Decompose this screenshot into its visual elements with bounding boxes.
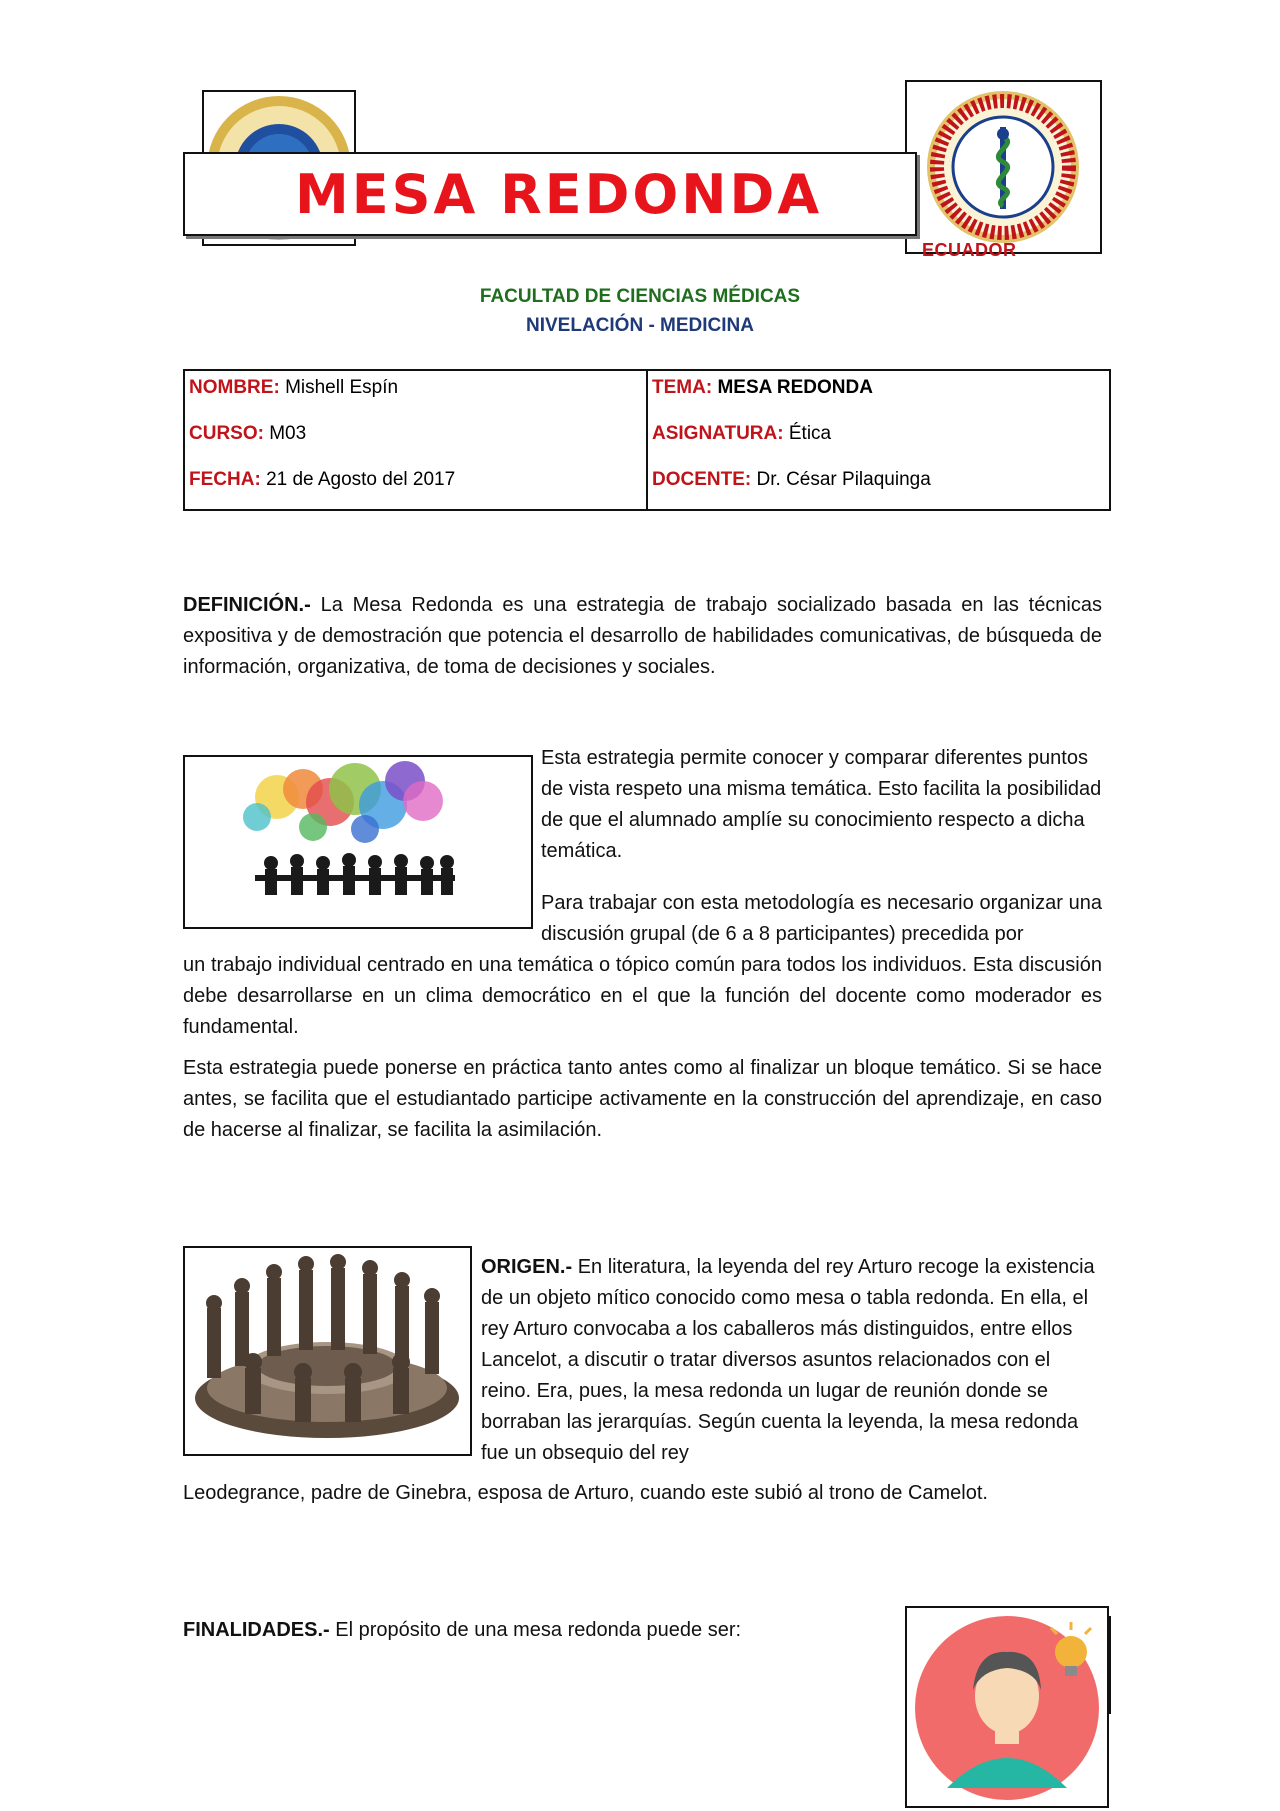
level-name: NIVELACIÓN - MEDICINA	[526, 315, 754, 336]
finalidades-text: El propósito de una mesa redonda puede ser:	[335, 1619, 742, 1641]
round-table-statue-icon	[185, 1248, 470, 1454]
nombre-row	[189, 371, 642, 417]
info-left-column	[184, 370, 647, 510]
fecha-label: FECHA:	[189, 469, 261, 490]
speech-bubbles-icon	[185, 757, 531, 927]
asignatura-row	[652, 417, 1105, 463]
document-title: MESA REDONDA	[295, 162, 823, 226]
tema-row	[652, 371, 1105, 417]
title-box	[183, 152, 917, 236]
docente-label: DOCENTE:	[652, 469, 752, 490]
fecha-row	[189, 463, 642, 509]
fecha-value: 21 de Agosto del 2017	[266, 469, 456, 490]
round-table-image	[183, 1246, 472, 1456]
caduceus-seal-icon	[907, 82, 1100, 252]
asignatura-label: ASIGNATURA:	[652, 423, 784, 444]
info-table	[183, 369, 1111, 511]
curso-value: M03	[269, 423, 307, 444]
docente-value: Dr. César Pilaquinga	[756, 469, 931, 490]
avatar-image	[905, 1606, 1109, 1808]
docente-row	[652, 463, 1105, 509]
faculty-name: FACULTAD DE CIENCIAS MÉDICAS	[479, 286, 801, 307]
faculty-seal-right	[905, 80, 1102, 254]
origen-text: En literatura, la leyenda del rey Arturo recoge la existencia de un objeto mítico conocido como mesa o tabla redonda. En ella, el rey Arturo convocaba a los caballeros más distinguidos, entre ellos Lancelot, a discutir o tratar diversos asuntos relacionados con el reino. Era, pues, la mesa redonda un lugar de reunión donde se borraban las jerarquías. Según cuenta la leyenda, la mesa redonda fue un obsequio del rey	[481, 1256, 1095, 1464]
definicion-text: La Mesa Redonda es una estrategia de trabajo socializado basada en las técnicas expositiva y de demostración que potencia el desarrollo de habilidades comunicativas, de búsqueda de información, organizativa, de toma de decisiones y sociales.	[183, 594, 1103, 678]
finalidades-paragraph	[183, 1615, 883, 1646]
definicion-label: DEFINICIÓN.-	[183, 594, 311, 616]
discussion-image	[183, 755, 533, 929]
definicion-paragraph	[183, 590, 1102, 683]
curso-label: CURSO:	[189, 423, 264, 444]
seal-label: ECUADOR	[922, 240, 1017, 260]
nombre-value: Mishell Espín	[285, 377, 399, 398]
curso-row	[189, 417, 642, 463]
origen-paragraph-cont: Leodegrance, padre de Ginebra, esposa de Arturo, cuando este subió al trono de Camelot.	[183, 1482, 988, 1504]
asignatura-value: Ética	[788, 423, 832, 444]
info-right-column	[647, 370, 1110, 510]
tema-value: MESA REDONDA	[717, 377, 873, 398]
body-paragraph-2-cont: un trabajo individual centrado en una temática o tópico común para todos los individuos. Esta discusión debe desarrollarse en un clima democrático en el que la función del docente como moderador es fundamental.	[183, 954, 1102, 1038]
thinking-person-icon	[907, 1608, 1107, 1806]
body-paragraph-1: Esta estrategia permite conocer y comparar diferentes puntos de vista respeto una misma temática. Esto facilita la posibilidad de que el alumnado amplíe su conocimiento respecto a dicha temática.	[541, 747, 1102, 862]
tema-label: TEMA:	[652, 377, 713, 398]
body-paragraph-3: Esta estrategia puede ponerse en práctica tanto antes como al finalizar un bloque temático. Si se hace antes, se facilita que el estudiantado participe activamente en la construcción del aprendizaje, en caso de hacerse al finalizar, se facilita la asimilación.	[183, 1057, 1102, 1141]
body-paragraph-2-start: Para trabajar con esta metodología es necesario organizar una discusión grupal (de 6 a 8 participantes) precedida por	[541, 892, 1102, 945]
origen-label: ORIGEN.-	[481, 1256, 573, 1278]
origen-paragraph	[481, 1252, 1102, 1469]
nombre-label: NOMBRE:	[189, 377, 280, 398]
finalidades-label: FINALIDADES.-	[183, 1619, 330, 1641]
